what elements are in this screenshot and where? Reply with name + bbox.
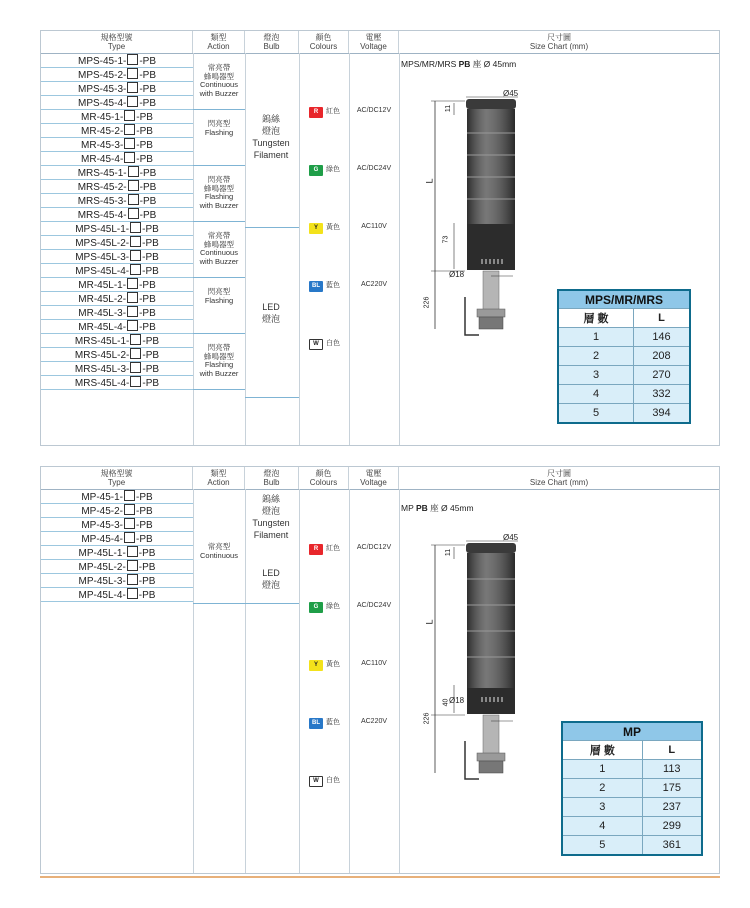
type-row bbox=[41, 222, 193, 236]
dim-length: L bbox=[424, 178, 435, 184]
type-prefix: MP-45L-2- bbox=[78, 562, 126, 573]
type-row bbox=[41, 68, 193, 82]
type-prefix: MP-45-1- bbox=[81, 492, 123, 503]
type-suffix: -PB bbox=[139, 322, 156, 333]
type-prefix: MP-45-3- bbox=[81, 520, 123, 531]
length-value: 175 bbox=[642, 779, 702, 798]
type-row bbox=[41, 376, 193, 390]
colour-option bbox=[299, 165, 349, 176]
type-suffix: -PB bbox=[139, 280, 156, 291]
colour-code-box bbox=[127, 546, 138, 557]
colour-code-box bbox=[128, 194, 139, 205]
type-prefix: MRS-45L-3- bbox=[74, 364, 130, 375]
type-prefix: MRS-45L-1- bbox=[74, 336, 130, 347]
table-row bbox=[562, 760, 702, 779]
type-prefix: MPS-45-2- bbox=[77, 70, 127, 81]
tower-light-drawing bbox=[421, 81, 531, 341]
length-value: 299 bbox=[642, 817, 702, 836]
type-row bbox=[41, 362, 193, 376]
bulb-tungsten: 鎢絲 燈泡 Tungsten Filament bbox=[252, 494, 290, 540]
type-prefix: MR-45L-1- bbox=[78, 280, 127, 291]
dim-cap: 11 bbox=[445, 104, 453, 113]
length-value: 270 bbox=[634, 366, 691, 385]
action-zh: 常亮帶 蜂鳴器型 bbox=[204, 231, 234, 249]
type-prefix: MPS-45-4- bbox=[77, 98, 127, 109]
colour-option bbox=[299, 718, 349, 729]
action-group bbox=[193, 176, 245, 210]
type-row bbox=[41, 348, 193, 362]
bulb-tungsten: 鎢絲 燈泡 Tungsten Filament bbox=[252, 114, 290, 160]
type-prefix: MP-45-4- bbox=[81, 534, 123, 545]
colour-code-box bbox=[127, 292, 138, 303]
header-type: 規格型號 Type bbox=[41, 31, 193, 53]
header-colours: 顏色 Colours bbox=[299, 31, 349, 53]
type-prefix: MR-45-2- bbox=[81, 126, 124, 137]
colour-name: 綠色 bbox=[326, 603, 340, 610]
type-prefix: MP-45L-4- bbox=[78, 590, 126, 601]
type-row bbox=[41, 546, 193, 560]
layers-value: 5 bbox=[562, 836, 642, 856]
table-row bbox=[558, 404, 690, 424]
type-row bbox=[41, 490, 193, 504]
layers-value: 2 bbox=[558, 347, 634, 366]
table-row bbox=[562, 836, 702, 856]
colour-name: 紅色 bbox=[326, 108, 340, 115]
colour-option bbox=[299, 776, 349, 787]
colour-code-box bbox=[124, 110, 135, 121]
header-size-chart: 尺寸圖 Size Chart (mm) bbox=[529, 33, 589, 51]
type-suffix: -PB bbox=[139, 70, 157, 81]
type-prefix: MRS-45L-4- bbox=[74, 378, 130, 389]
type-suffix: -PB bbox=[139, 182, 157, 193]
colour-code-box bbox=[130, 376, 141, 387]
colour-name: 綠色 bbox=[326, 166, 340, 173]
chart-title: MPS/MR/MRS PB 座 Ø 45mm bbox=[401, 59, 517, 69]
layers-value: 2 bbox=[562, 779, 642, 798]
voltage-option: AC/DC24V bbox=[356, 602, 392, 609]
layers-value: 5 bbox=[558, 404, 634, 424]
type-row bbox=[41, 504, 193, 518]
action-zh: 閃亮帶 蜂鳴器型 bbox=[204, 343, 234, 361]
type-suffix: -PB bbox=[142, 336, 160, 347]
colour-name: 白色 bbox=[326, 777, 340, 784]
length-value: 208 bbox=[634, 347, 691, 366]
colour-name: 紅色 bbox=[326, 545, 340, 552]
colour-option bbox=[299, 544, 349, 555]
type-suffix: -PB bbox=[136, 492, 153, 503]
dim-cap: 11 bbox=[445, 548, 453, 557]
type-suffix: -PB bbox=[139, 168, 157, 179]
layers-value: 3 bbox=[558, 366, 634, 385]
length-value: 361 bbox=[642, 836, 702, 856]
type-row bbox=[41, 518, 193, 532]
header-voltage: 電壓 Voltage bbox=[349, 467, 399, 489]
colour-code-box bbox=[130, 334, 141, 345]
header-action: 類型 Action bbox=[193, 31, 245, 53]
type-suffix: -PB bbox=[142, 252, 159, 263]
type-row bbox=[41, 574, 193, 588]
type-prefix: MR-45L-2- bbox=[78, 294, 127, 305]
length-value: 394 bbox=[634, 404, 691, 424]
colour-code-box bbox=[124, 152, 135, 163]
dim-total: 226 bbox=[423, 712, 431, 725]
type-row bbox=[41, 334, 193, 348]
header-bulb: 燈泡 Bulb bbox=[245, 467, 299, 489]
type-prefix: MPS-45-3- bbox=[77, 84, 127, 95]
colour-code-box bbox=[124, 532, 135, 543]
col-length: L bbox=[642, 741, 702, 760]
dim-lower: 73 bbox=[442, 235, 450, 244]
action-en: Continuous with Buzzer bbox=[199, 248, 239, 266]
action-en: Continuous with Buzzer bbox=[199, 80, 239, 98]
type-prefix: MRS-45-1- bbox=[77, 168, 127, 179]
voltage-option: AC110V bbox=[361, 223, 387, 230]
spec-panel-2 bbox=[40, 466, 720, 874]
colour-code-box bbox=[127, 278, 138, 289]
type-row bbox=[41, 292, 193, 306]
colour-code-box bbox=[130, 250, 141, 261]
colour-option bbox=[299, 660, 349, 671]
colour-code-box bbox=[127, 96, 138, 107]
colour-swatch: G bbox=[309, 602, 323, 613]
table-title: MPS/MR/MRS bbox=[558, 290, 690, 309]
colour-name: 黃色 bbox=[326, 661, 340, 668]
colour-option bbox=[299, 281, 349, 292]
col-layers: 層 數 bbox=[558, 309, 634, 328]
voltage-option: AC/DC24V bbox=[356, 165, 392, 172]
length-value: 332 bbox=[634, 385, 691, 404]
table-row bbox=[562, 798, 702, 817]
type-row bbox=[41, 250, 193, 264]
type-row bbox=[41, 320, 193, 334]
action-group bbox=[193, 64, 245, 98]
type-row bbox=[41, 54, 193, 68]
dim-length: L bbox=[424, 619, 435, 625]
type-row bbox=[41, 124, 193, 138]
colour-code-box bbox=[124, 490, 135, 501]
type-suffix: -PB bbox=[142, 266, 159, 277]
colour-code-box bbox=[128, 208, 139, 219]
type-row bbox=[41, 138, 193, 152]
chart-title: MP PB 座 Ø 45mm bbox=[401, 503, 474, 513]
action-zh: 閃亮帶 蜂鳴器型 bbox=[204, 175, 234, 193]
type-row bbox=[41, 306, 193, 320]
length-value: 146 bbox=[634, 328, 691, 347]
type-prefix: MR-45-1- bbox=[81, 112, 124, 123]
length-table-mp bbox=[561, 721, 703, 856]
type-row bbox=[41, 152, 193, 166]
type-prefix: MRS-45-4- bbox=[77, 210, 127, 221]
col-length: L bbox=[634, 309, 691, 328]
header-action: 類型 Action bbox=[193, 467, 245, 489]
voltage-option: AC/DC12V bbox=[356, 544, 392, 551]
length-value: 113 bbox=[642, 760, 702, 779]
type-row bbox=[41, 194, 193, 208]
action-group bbox=[193, 288, 245, 305]
colour-option bbox=[299, 339, 349, 350]
type-prefix: MR-45L-3- bbox=[78, 308, 127, 319]
action-zh: 常亮帶 蜂鳴器型 bbox=[204, 63, 234, 81]
type-suffix: -PB bbox=[142, 378, 160, 389]
colour-code-box bbox=[127, 574, 138, 585]
colour-code-box bbox=[124, 138, 135, 149]
type-suffix: -PB bbox=[142, 350, 160, 361]
colour-swatch: R bbox=[309, 544, 323, 555]
type-suffix: -PB bbox=[136, 126, 153, 137]
type-suffix: -PB bbox=[138, 590, 156, 601]
voltage-option: AC/DC12V bbox=[356, 107, 392, 114]
header-size-chart: 尺寸圖 Size Chart (mm) bbox=[529, 469, 589, 487]
type-prefix: MRS-45-3- bbox=[77, 196, 127, 207]
type-suffix: -PB bbox=[139, 308, 156, 319]
type-row bbox=[41, 560, 193, 574]
colour-code-box bbox=[130, 236, 141, 247]
length-table-mps-mr-mrs bbox=[557, 289, 691, 424]
type-suffix: -PB bbox=[138, 562, 156, 573]
type-row bbox=[41, 208, 193, 222]
bulb-led: LED 燈泡 bbox=[261, 568, 280, 590]
type-suffix: -PB bbox=[142, 364, 160, 375]
colour-code-box bbox=[124, 504, 135, 515]
dim-total: 226 bbox=[423, 296, 431, 309]
colour-code-box bbox=[127, 588, 138, 599]
action-en: Flashing bbox=[204, 127, 234, 137]
voltage-option: AC110V bbox=[361, 660, 387, 667]
colour-swatch: R bbox=[309, 107, 323, 118]
colour-code-box bbox=[127, 82, 138, 93]
type-row bbox=[41, 278, 193, 292]
colour-code-box bbox=[124, 124, 135, 135]
type-suffix: -PB bbox=[136, 534, 153, 545]
type-suffix: -PB bbox=[139, 84, 157, 95]
colour-name: 藍色 bbox=[326, 719, 340, 726]
action-en: Flashing with Buzzer bbox=[199, 360, 239, 378]
colour-name: 藍色 bbox=[326, 282, 340, 289]
colour-code-box bbox=[127, 320, 138, 331]
type-suffix: -PB bbox=[136, 154, 153, 165]
action-zh: 閃亮型 bbox=[207, 119, 231, 128]
type-suffix: -PB bbox=[142, 238, 159, 249]
voltage-option: AC220V bbox=[360, 281, 388, 288]
type-row bbox=[41, 180, 193, 194]
footer-divider bbox=[40, 876, 720, 878]
table-row bbox=[558, 328, 690, 347]
header-bulb: 燈泡 Bulb bbox=[245, 31, 299, 53]
colour-code-box bbox=[124, 518, 135, 529]
colour-swatch: Y bbox=[309, 223, 323, 234]
table-row bbox=[562, 779, 702, 798]
action-en: Flashing bbox=[204, 295, 234, 305]
type-prefix: MRS-45-2- bbox=[77, 182, 127, 193]
dim-top-diameter: Ø45 bbox=[503, 89, 519, 98]
type-prefix: MPS-45L-2- bbox=[75, 238, 130, 249]
header-type: 規格型號 Type bbox=[41, 467, 193, 489]
colour-code-box bbox=[130, 362, 141, 373]
type-row bbox=[41, 96, 193, 110]
layers-value: 3 bbox=[562, 798, 642, 817]
col-layers: 層 數 bbox=[562, 741, 642, 760]
type-prefix: MPS-45-1- bbox=[77, 56, 127, 67]
type-prefix: MPS-45L-1- bbox=[75, 224, 130, 235]
header-voltage: 電壓 Voltage bbox=[349, 31, 399, 53]
type-prefix: MR-45-4- bbox=[81, 154, 124, 165]
type-row bbox=[41, 532, 193, 546]
table-row bbox=[558, 347, 690, 366]
type-prefix: MP-45-2- bbox=[81, 506, 123, 517]
colour-code-box bbox=[127, 54, 138, 65]
type-suffix: -PB bbox=[139, 98, 157, 109]
colour-swatch: BL bbox=[309, 718, 323, 729]
type-prefix: MR-45L-4- bbox=[78, 322, 127, 333]
type-row bbox=[41, 166, 193, 180]
colour-swatch: BL bbox=[309, 281, 323, 292]
action-group bbox=[193, 120, 245, 137]
header-colours: 顏色 Colours bbox=[299, 467, 349, 489]
type-suffix: -PB bbox=[139, 196, 157, 207]
table-row bbox=[558, 366, 690, 385]
length-value: 237 bbox=[642, 798, 702, 817]
colour-option bbox=[299, 602, 349, 613]
type-prefix: MP-45L-1- bbox=[78, 548, 126, 559]
type-suffix: -PB bbox=[138, 576, 156, 587]
colour-code-box bbox=[127, 306, 138, 317]
colour-name: 黃色 bbox=[326, 224, 340, 231]
type-suffix: -PB bbox=[138, 548, 156, 559]
type-prefix: MPS-45L-3- bbox=[75, 252, 130, 263]
spec-panel-1 bbox=[40, 30, 720, 446]
layers-value: 4 bbox=[558, 385, 634, 404]
colour-option bbox=[299, 107, 349, 118]
colour-code-box bbox=[128, 180, 139, 191]
colour-swatch: W bbox=[309, 339, 323, 350]
tower-light-drawing bbox=[421, 525, 531, 785]
type-suffix: -PB bbox=[136, 112, 153, 123]
voltage-option: AC220V bbox=[360, 718, 388, 725]
layers-value: 1 bbox=[558, 328, 634, 347]
type-suffix: -PB bbox=[136, 520, 153, 531]
type-row bbox=[41, 588, 193, 602]
type-row bbox=[41, 110, 193, 124]
action-zh: 閃亮型 bbox=[207, 287, 231, 296]
type-row bbox=[41, 82, 193, 96]
action-group bbox=[193, 232, 245, 266]
colour-option bbox=[299, 223, 349, 234]
type-prefix: MP-45L-3- bbox=[78, 576, 126, 587]
dim-shaft: Ø18 bbox=[449, 270, 465, 279]
type-suffix: -PB bbox=[139, 210, 157, 221]
colour-code-box bbox=[127, 560, 138, 571]
type-suffix: -PB bbox=[136, 140, 153, 151]
colour-code-box bbox=[127, 68, 138, 79]
type-prefix: MRS-45L-2- bbox=[74, 350, 130, 361]
dim-lower: 40 bbox=[442, 698, 450, 707]
table-row bbox=[558, 385, 690, 404]
action-group bbox=[193, 344, 245, 378]
type-suffix: -PB bbox=[136, 506, 153, 517]
bulb-led: LED 燈泡 bbox=[261, 302, 280, 324]
type-prefix: MR-45-3- bbox=[81, 140, 124, 151]
colour-code-box bbox=[130, 348, 141, 359]
colour-code-box bbox=[130, 222, 141, 233]
type-row bbox=[41, 264, 193, 278]
layers-value: 4 bbox=[562, 817, 642, 836]
type-suffix: -PB bbox=[139, 56, 157, 67]
dim-shaft: Ø18 bbox=[449, 696, 465, 705]
action-continuous: 常亮型 Continuous bbox=[200, 542, 238, 560]
action-en: Flashing with Buzzer bbox=[199, 192, 239, 210]
table-title: MP bbox=[562, 722, 702, 741]
colour-swatch: Y bbox=[309, 660, 323, 671]
colour-swatch: G bbox=[309, 165, 323, 176]
colour-name: 白色 bbox=[326, 340, 340, 347]
colour-swatch: W bbox=[309, 776, 323, 787]
type-suffix: -PB bbox=[139, 294, 156, 305]
type-suffix: -PB bbox=[142, 224, 159, 235]
dim-top-diameter: Ø45 bbox=[503, 533, 519, 542]
type-row bbox=[41, 236, 193, 250]
table-row bbox=[562, 817, 702, 836]
colour-code-box bbox=[128, 166, 139, 177]
layers-value: 1 bbox=[562, 760, 642, 779]
colour-code-box bbox=[130, 264, 141, 275]
type-prefix: MPS-45L-4- bbox=[75, 266, 130, 277]
